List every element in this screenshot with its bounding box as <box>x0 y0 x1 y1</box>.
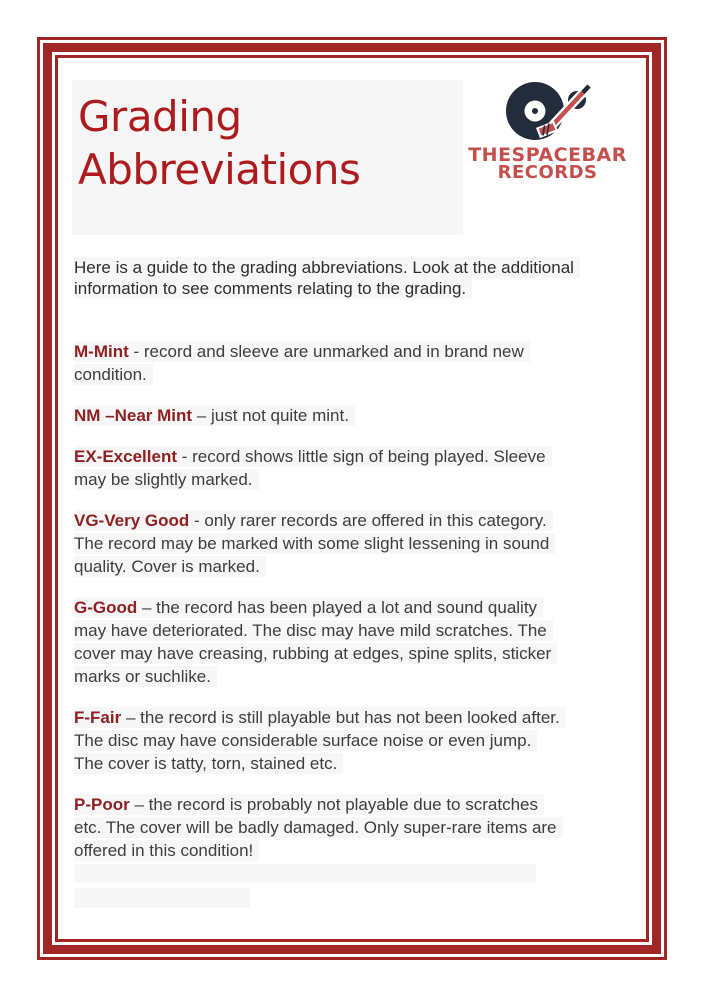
separator-dash: - <box>189 511 205 530</box>
grading-abbreviation: EX-Excellent <box>74 447 177 466</box>
separator-dash: – <box>129 795 149 814</box>
grading-term-text <box>74 341 530 385</box>
grading-term-text <box>74 597 557 687</box>
separator-dash: – <box>192 406 211 425</box>
grading-abbreviation: NM –Near Mint <box>74 406 193 425</box>
grading-abbreviation: F-Fair <box>74 708 122 727</box>
grading-abbreviation: P-Poor <box>74 795 130 814</box>
grading-description: the record is probably not playable due to scratches etc. The cover will be badly damaged. Only super-rare items are offered in this condition! <box>74 795 557 860</box>
grading-term-text <box>74 510 555 577</box>
grading-description: only rarer records are offered in this category. The record may be marked with some slight lessening in sound quality. Cover is marked. <box>74 511 550 576</box>
page-border-thick <box>43 43 661 954</box>
grading-description: just not quite mint. <box>210 406 349 425</box>
grading-abbreviation: VG-Very Good <box>74 511 190 530</box>
grading-term-text <box>74 405 355 426</box>
title-box <box>72 80 463 235</box>
page-border-inner <box>55 55 649 942</box>
logo-name-line2: RECORDS <box>497 162 598 183</box>
highlight-strip-wide <box>74 864 536 883</box>
grading-term-paragraph <box>74 340 564 386</box>
grading-description: the record is still playable but has not been looked after. The disc may have considerable surface noise or even jump. The cover is tatty, torn, stained etc. <box>74 708 560 773</box>
grading-description: record shows little sign of being played. Sleeve may be slightly marked. <box>74 447 546 489</box>
grading-term-text <box>74 446 552 490</box>
grading-term-paragraph <box>74 404 564 427</box>
grading-description: the record has been played a lot and sound quality may have deteriorated. The disc may have mild scratches. The cover may have creasing, rubbing at edges, spine splits, sticker marks or suchlike. <box>74 598 552 686</box>
separator-dash: - <box>128 342 144 361</box>
grading-terms-list <box>72 340 632 862</box>
page-border <box>37 37 667 960</box>
grading-term-paragraph <box>74 706 564 775</box>
grading-term-paragraph <box>74 509 564 578</box>
grading-term-text <box>74 707 566 774</box>
intro-paragraph <box>74 257 634 299</box>
logo <box>463 80 632 182</box>
highlight-strip-short <box>74 888 250 908</box>
page-title: Grading Abbreviations <box>78 92 361 194</box>
grading-abbreviation: M-Mint <box>74 342 129 361</box>
grading-term-paragraph <box>74 445 564 491</box>
logo-name-line1: THESPACEBAR <box>468 144 627 166</box>
grading-description: record and sleeve are unmarked and in brand new condition. <box>74 342 524 384</box>
separator-dash: - <box>177 447 193 466</box>
grading-term-paragraph <box>74 596 564 688</box>
separator-dash: – <box>137 598 157 617</box>
grading-abbreviation: G-Good <box>74 598 138 617</box>
document-content <box>58 58 646 939</box>
grading-term-text <box>74 794 563 861</box>
grading-term-paragraph <box>74 793 564 862</box>
separator-dash: – <box>121 708 141 727</box>
header <box>72 80 632 235</box>
vinyl-record-icon <box>473 80 623 146</box>
intro-text: Here is a guide to the grading abbreviations. Look at the additional information to see comments relating to the grading. <box>74 257 580 299</box>
